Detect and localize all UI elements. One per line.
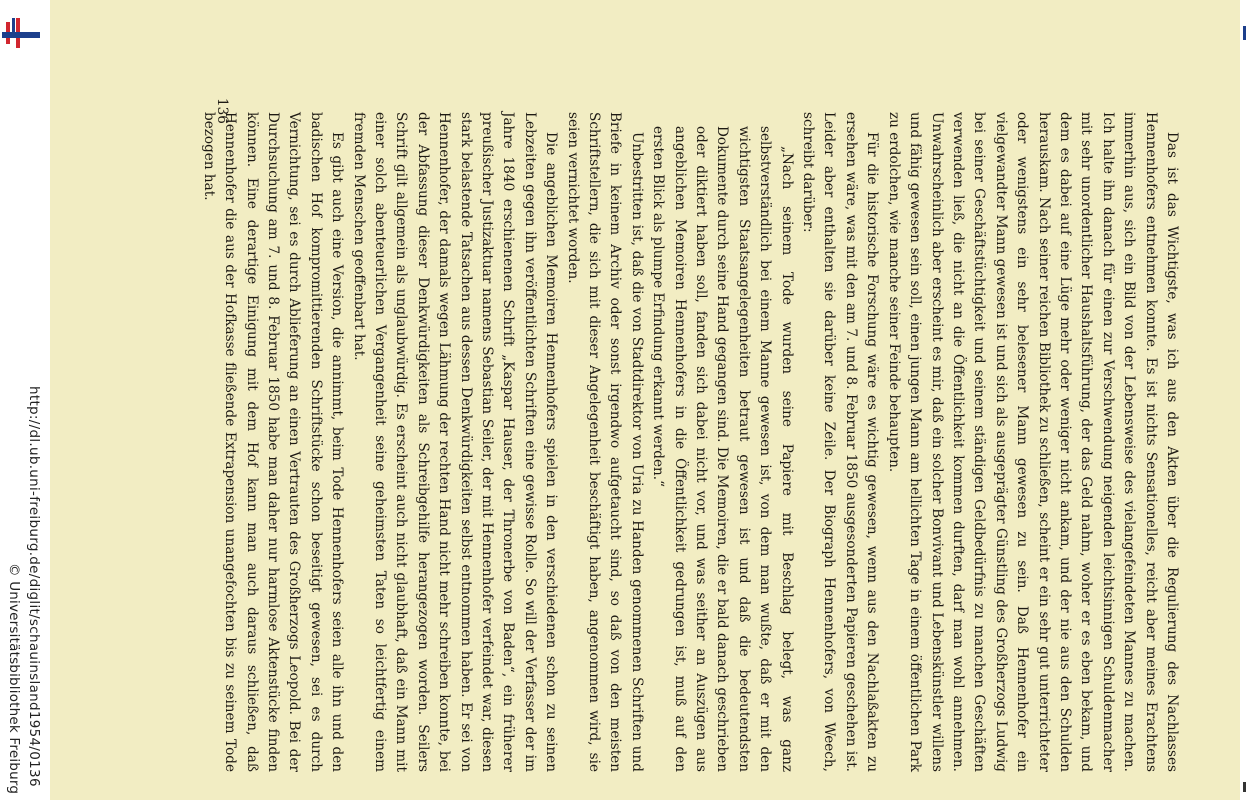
paragraph: Unbestritten ist, daß die von Stadtdirektor von Uria zu Handen genommenen Schriften und Briefe in keinem Archiv oder sonst irgendwo aufgetaucht sind, so daß von den meisten Schriftstellern, die sich mit dieser Angelegenheit beschäftigt haben, angenommen wird, sie seien vernichtet worden. — [564, 112, 645, 772]
paragraph: Das ist das Wichtigste, was ich aus den Akten über die Regulierung des Nachlasses Hennenhofers entnehmen konnte. Es ist nichts Sensationelles, reicht aber meines Erachtens immerhin aus, sich ein Bild von der Lebensweise des vielangefeindeten Mannes zu machen. Ich halte ihn danach für einen zur Verschwendung neigenden leichtsinnigen Schuldenmacher mit sehr unordentlicher Haushaltsführung, der das Geld nahm, woher er es eben bekam, und dem es dabei auf eine Lüge mehr oder weniger nicht ankam, und der nie aus den Schulden herauskam. Nach seiner reichen Bibliothek zu schließen, scheint er ein sehr gut unterrichteter oder wenigstens ein sehr belesener Mann gewesen zu sein. Daß Hennenhofer ein vielgewandter Mann gewesen ist und sich als ausgeprägter Günstling des Großherzogs Ludwig bei seiner Geschäftstüchtigkeit und seinem ständigen Geldbedürfnis zu manchen Geschäften verwenden ließ, die nicht an die Öffentlichkeit kommen durften, darf man wohl annehmen. Unwahrscheinlich aber erscheint es mir, daß ein solcher Bonvivant und Lebenskünstler willens und fähig gewesen sein soll, einen jungen Mann am hellichten Tage in einem öffentlichen Park zu erdolchen, wie manche seiner Feinde behaupten. — [885, 112, 1180, 772]
university-logo-icon[interactable] — [2, 18, 42, 50]
rotated-text-block — [197, 112, 1182, 772]
edge-marker-icon — [1243, 26, 1246, 40]
source-url[interactable]: http://dl.ub.uni-freiburg.de/diglit/schauinsland1954/0136 — [26, 386, 42, 787]
paragraph: Die angeblichen Memoiren Hennenhofers spielen in den verschiedenen schon zu seinen Lebzeiten gegen ihn veröffentlichten Schriften eine gewisse Rolle. So will der Verfasser der im Jahre 1840 erschienenen Schrift „Kaspar Hauser, der Thronerbe von Baden“, ein früherer preußischer Justizaktuar namens Sebastian Seiler, der mit Hennenhofer verfeindet war, diesen stark belastende Tatsachen aus dessen Denkwürdigkeiten selbst entnommen haben. Er sei von Hennenhofer, der damals wegen Lähmung der rechten Hand nicht mehr schreiben konnte, bei der Abfassung dieser Denkwürdigkeiten als Schreibgehilfe herangezogen worden. Seilers Schrift gilt allgemein als unglaubwürdig. Es erscheint auch nicht glaubhaft, daß ein Mann mit einer solch abenteuerlichen Vergangenheit seine geheimsten Taten so leichtfertig einem fremden Menschen geoffenbart hat. — [350, 112, 560, 772]
paragraph: Für die historische Forschung wäre es wichtig gewesen, wenn aus den Nachlaßakten zu ersehen wäre, was mit den am 7. und 8. Februar 1850 ausgesonderten Papieren geschehen ist. Leider aber enthalten sie darüber keine Zeile. Der Biograph Hennenhofers, von Weech, schreibt darüber: — [800, 112, 881, 772]
paragraph: Es gibt auch eine Version, die annimmt, beim Tode Hennenhofers seien alle ihn und den badischen Hof kompromittierenden Schriftstücke schon beseitigt gewesen, sei es durch Vernichtung, sei es durch Ablieferung an einen Vertrauten des Großherzogs Leopold. Bei der Durchsuchung am 7. und 8. Februar 1850 habe man daher nur harmlose Aktenstücke finden können. Eine derartige Einigung mit dem Hof kann man auch daraus schließen, daß Hennenhofer die aus der Hofkasse fließende Extrapension unangefochten bis zu seinem Tode bezogen hat. — [200, 112, 346, 772]
quote-text: „Nach seinem Tode wurden seine Papiere mit Beschlag belegt, was ganz selbstverständlich bei einem Manne gewesen ist, von dem man wußte, daß er mit den wichtigsten Staatsangelegenheiten betraut gewesen ist und daß die bedeutendsten Dokumente durch seine Hand gegangen sind. Die Memoiren, die er bald danach geschrieben oder diktiert haben soll, fanden sich dabei nicht vor, und was seither an Auszügen aus angeblichen Memoiren Hennenhofers in die Öffentlichkeit gedrungen ist, muß auf den ersten Blick als plumpe Erfindung erkannt werden.“ — [650, 126, 795, 772]
edge-marker-bottom-icon — [1243, 782, 1246, 792]
page-number: 136 — [214, 98, 230, 124]
block-quote — [647, 112, 797, 772]
viewer-sidebar — [0, 0, 50, 800]
page-edge — [1240, 0, 1248, 800]
copyright-notice: © Universitätsbibliothek Freiburg — [6, 563, 22, 795]
scanned-page — [50, 0, 1248, 800]
